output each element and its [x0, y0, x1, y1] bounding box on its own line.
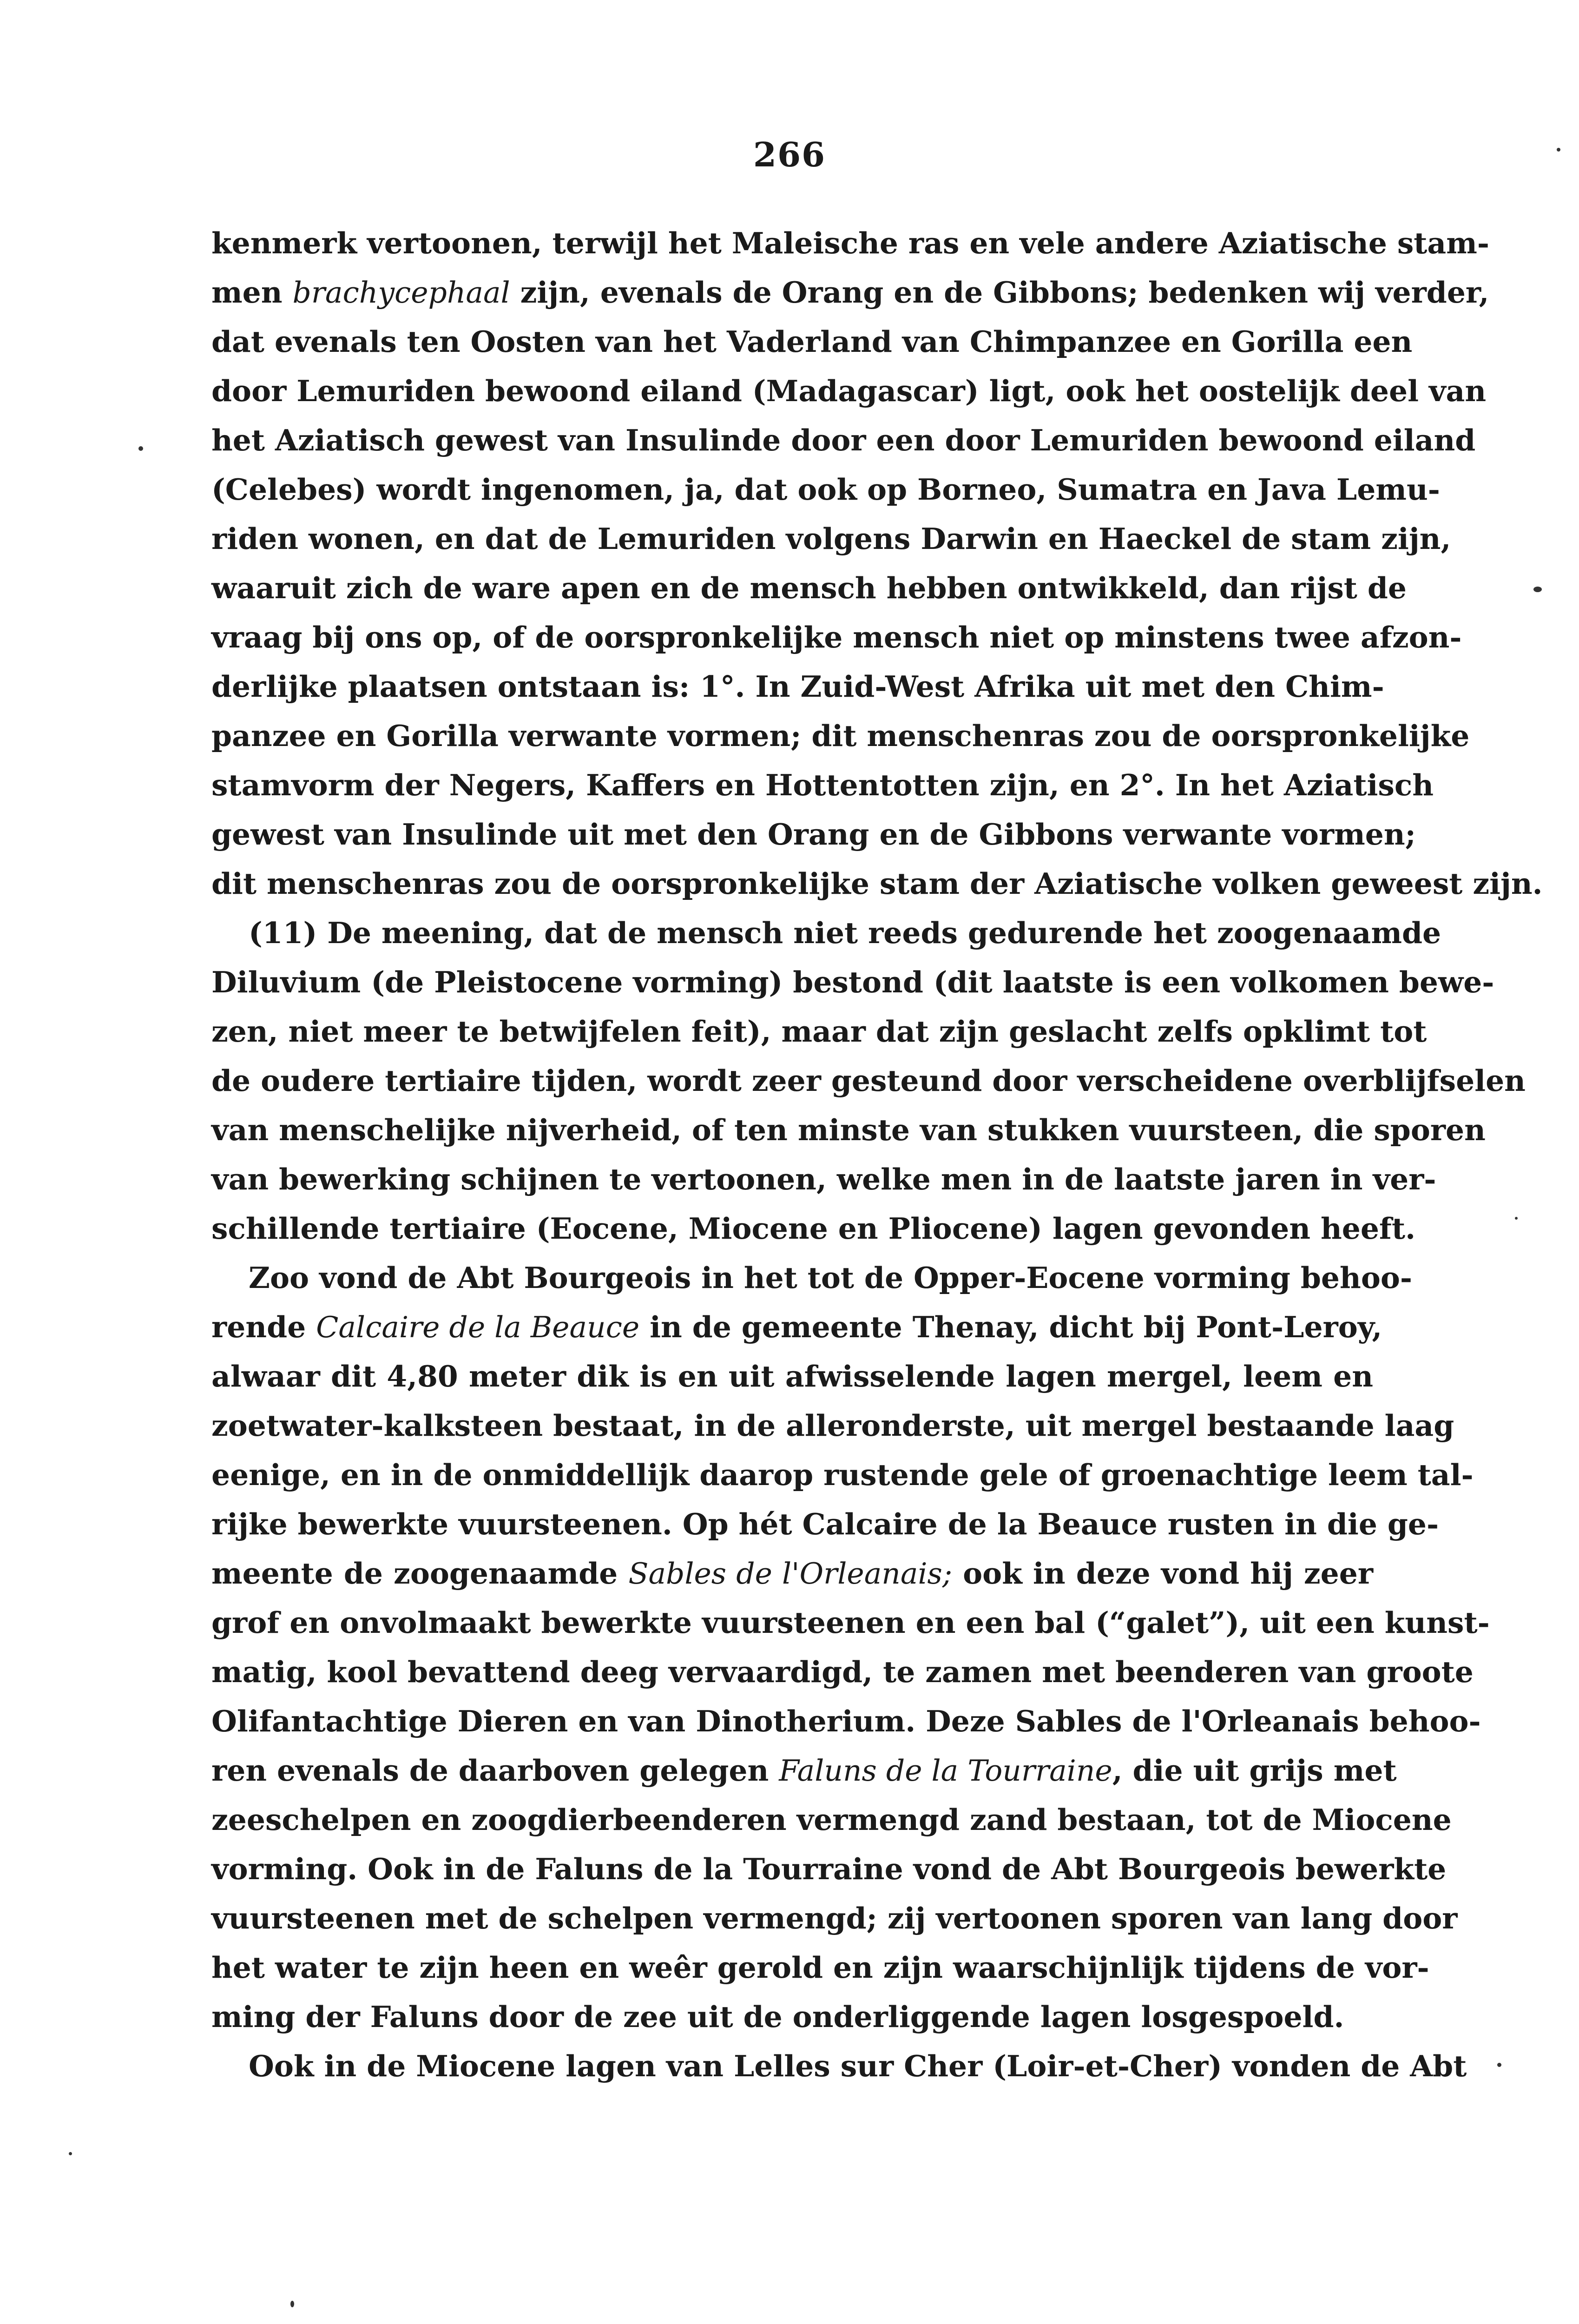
- text-line: [211, 268, 1489, 317]
- scan-speck: [1497, 2063, 1501, 2067]
- text-run: dat evenals ten Oosten van het Vaderland van Chimpanzee en Gorilla een: [211, 324, 1413, 359]
- text-run: door Lemuriden bewoond eiland (Madagascar) ligt, ook het oostelijk deel van: [211, 374, 1487, 408]
- text-run: matig, kool bevattend deeg vervaardigd, te zamen met beenderen van groote: [211, 1655, 1474, 1689]
- text-run: het water te zijn heen en weêr gerold en zijn waarschijnlijk tijdens de vor-: [211, 1950, 1429, 1985]
- text-run: Diluvium (de Pleistocene vorming) bestond (dit laatste is een volkomen bewe-: [211, 965, 1494, 999]
- text-run: , die uit grijs met: [1112, 1753, 1397, 1788]
- text-line: [211, 1056, 1526, 1105]
- text-run: in de gemeente Thenay, dicht bij Pont-Leroy,: [639, 1310, 1382, 1344]
- text-line: [211, 1105, 1486, 1155]
- text-line: [211, 563, 1407, 613]
- text-run: waaruit zich de ware apen en de mensch hebben ontwikkeld, dan rijst de: [211, 571, 1407, 605]
- text-line: [211, 957, 1494, 1007]
- text-line: [211, 1204, 1416, 1253]
- text-line: [211, 1401, 1454, 1450]
- text-run: zijn, evenals de Orang en de Gibbons; bedenken wij verder,: [510, 275, 1489, 310]
- text-line: [211, 1943, 1429, 1992]
- text-line: [211, 859, 1543, 908]
- text-run: van menschelijke nijverheid, of ten minste van stukken vuursteen, die sporen: [211, 1113, 1486, 1147]
- text-run: zen, niet meer te betwijfelen feit), maar dat zijn geslacht zelfs opklimt tot: [211, 1014, 1427, 1049]
- text-line: [211, 1155, 1436, 1204]
- text-run: vuursteenen met de schelpen vermengd; zij vertoonen sporen van lang door: [211, 1901, 1458, 1935]
- text-line: [211, 711, 1470, 760]
- text-line: [211, 662, 1384, 711]
- text-run: zeeschelpen en zoogdierbeenderen vermengd zand bestaan, tot de Miocene: [211, 1802, 1452, 1837]
- text-run: schillende tertiaire (Eocene, Miocene en Pliocene) lagen gevonden heeft.: [211, 1211, 1416, 1246]
- italic-text: brachycephaal: [292, 276, 510, 310]
- text-run: vorming. Ook in de Faluns de la Tourraine vond de Abt Bourgeois bewerkte: [211, 1852, 1447, 1886]
- text-run: Ook in de Miocene lagen van Lelles sur Cher (Loir-et-Cher) vonden de Abt: [249, 2049, 1467, 2083]
- text-run: ming der Faluns door de zee uit de onderliggende lagen losgespoeld.: [211, 2000, 1344, 2034]
- text-run: van bewerking schijnen te vertoonen, welke men in de laatste jaren in ver-: [211, 1162, 1436, 1196]
- text-run: de oudere tertiaire tijden, wordt zeer gesteund door verscheidene overblijfselen: [211, 1063, 1526, 1098]
- text-run: meente de zoogenaamde: [211, 1556, 629, 1591]
- text-line: [211, 1253, 1413, 1302]
- text-line: [211, 1549, 1373, 1598]
- scan-speck: [138, 446, 143, 451]
- text-line: [211, 1499, 1439, 1549]
- text-line: [211, 1844, 1447, 1894]
- text-line: [211, 465, 1440, 514]
- text-run: panzee en Gorilla verwante vormen; dit menschenras zou de oorspronkelijke: [211, 719, 1470, 753]
- text-run: (11) De meening, dat de mensch niet reeds gedurende het zoogenaamde: [249, 916, 1441, 950]
- text-line: [211, 1647, 1474, 1697]
- text-line: [211, 1450, 1474, 1499]
- page-number: 266: [753, 135, 826, 174]
- text-line: [211, 613, 1462, 662]
- text-run: vraag bij ons op, of de oorspronkelijke mensch niet op minstens twee afzon-: [211, 620, 1462, 654]
- text-line: [211, 1302, 1382, 1352]
- text-run: gewest van Insulinde uit met den Orang en de Gibbons verwante vormen;: [211, 817, 1416, 852]
- scan-speck: [1533, 587, 1542, 592]
- text-run: stamvorm der Negers, Kaffers en Hottentotten zijn, en 2°. In het Aziatisch: [211, 768, 1434, 802]
- text-run: ren evenals de daarboven gelegen: [211, 1753, 779, 1788]
- text-run: zoetwater-kalksteen bestaat, in de alleronderste, uit mergel bestaande laag: [211, 1408, 1454, 1443]
- text-run: rijke bewerkte vuursteenen. Op hét Calcaire de la Beauce rusten in die ge-: [211, 1507, 1439, 1541]
- text-run: (Celebes) wordt ingenomen, ja, dat ook op Borneo, Sumatra en Java Lemu-: [211, 472, 1440, 507]
- text-line: [211, 760, 1434, 810]
- text-run: eenige, en in de onmiddellijk daarop rustende gele of groenachtige leem tal-: [211, 1458, 1474, 1492]
- text-line: [211, 1697, 1481, 1746]
- scan-speck: [69, 2152, 72, 2155]
- text-run: het Aziatisch gewest van Insulinde door een door Lemuriden bewoond eiland: [211, 423, 1476, 457]
- text-run: Zoo vond de Abt Bourgeois in het tot de Opper-Eocene vorming behoo-: [249, 1261, 1413, 1295]
- text-line: [211, 1795, 1452, 1844]
- scan-speck: [1557, 148, 1560, 152]
- body-text: [211, 218, 1543, 2091]
- text-line: [211, 1598, 1490, 1647]
- text-run: rende: [211, 1310, 316, 1344]
- text-line: [211, 416, 1476, 465]
- text-line: [211, 1992, 1373, 2041]
- text-line: [211, 218, 1490, 268]
- text-run: grof en onvolmaakt bewerkte vuursteenen en een bal (“galet”), uit een kunst-: [211, 1605, 1490, 1640]
- text-run: men: [211, 275, 293, 310]
- text-line: [211, 2041, 1467, 2091]
- text-run: Olifantachtige Dieren en van Dinotherium. Deze Sables de l'Orleanais behoo-: [211, 1704, 1481, 1738]
- text-line: [211, 1352, 1373, 1401]
- italic-text: Calcaire de la Beauce: [316, 1310, 640, 1344]
- text-line: [211, 1746, 1397, 1795]
- text-line: [211, 366, 1487, 416]
- text-run: kenmerk vertoonen, terwijl het Maleische ras en vele andere Aziatische stam-: [211, 226, 1490, 260]
- text-run: riden wonen, en dat de Lemuriden volgens Darwin en Haeckel de stam zijn,: [211, 522, 1451, 556]
- text-line: [211, 1007, 1427, 1056]
- text-line: [211, 514, 1451, 563]
- scan-speck: [1515, 1217, 1518, 1220]
- scan-speck: [290, 2301, 294, 2307]
- italic-text: Faluns de la Tourraine: [779, 1754, 1112, 1788]
- text-run: dit menschenras zou de oorspronkelijke stam der Aziatische volken geweest zijn.: [211, 866, 1543, 901]
- text-line: [211, 1894, 1458, 1943]
- text-line: [211, 908, 1441, 957]
- italic-text: Sables de l'Orleanais;: [628, 1557, 953, 1591]
- text-run: ook in deze vond hij zeer: [952, 1556, 1374, 1591]
- text-run: alwaar dit 4,80 meter dik is en uit afwisselende lagen mergel, leem en: [211, 1359, 1373, 1393]
- text-run: derlijke plaatsen ontstaan is: 1°. In Zuid-West Afrika uit met den Chim-: [211, 669, 1384, 704]
- text-line: [211, 317, 1413, 366]
- text-line: [211, 810, 1416, 859]
